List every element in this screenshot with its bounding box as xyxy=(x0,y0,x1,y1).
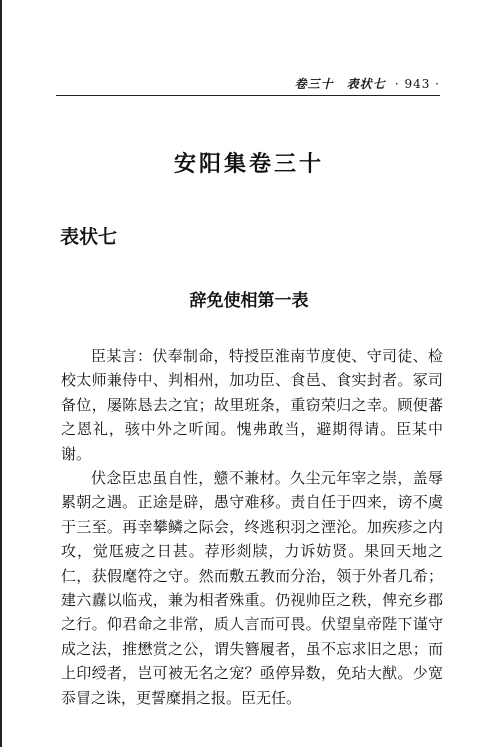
running-head xyxy=(295,75,440,92)
header-rule xyxy=(56,95,440,96)
running-head-title: 卷三十 表状七 xyxy=(294,77,386,91)
page-edge-line xyxy=(0,0,2,747)
section-title: 表状七 xyxy=(60,226,118,248)
paragraph-1: 臣某言：伏奉制命，特授臣淮南节度使、守司徒、检校太师兼侍中、判相州，加功臣、食邑、食实封者。冢司备位，屡陈恳去之宜；故里班条，重窃荣归之幸。顾便蕃之恩礼，骇中外之听闻。愧弗敢当，避期得请。臣某中谢。 xyxy=(61,347,443,463)
volume-title: 安阳集卷三十 xyxy=(173,152,324,177)
paragraph-2: 伏念臣忠虽自性，戆不兼材。久尘元年宰之崇，盖辱累朝之遇。正途是辟，愚守难移。责自任于四来，谤不虞于三至。再幸攀鳞之际会，终逃积羽之湮沦。加疾疹之内攻，觉尫疲之日甚。荐形剡牍，力诉妨贤。果回天地之仁，获假麾符之守。然而敷五教而分治，领于外者几希；建六纛以临戎，兼为相者殊重。仍视帅臣之秩，俾充乡郡之行。仰君命之非常，质人言而可畏。伏望皇帝陛下谨守成之法，推懋赏之公，谓失簪履者，虽不忘求旧之思；而上印绶者，岂可被无名之宠？亟停异数，免玷大猷。少宽忝冒之诛，更誓糜捐之报。臣无任。 xyxy=(61,469,443,707)
page-number: · 943 · xyxy=(394,77,440,91)
body-text xyxy=(61,344,443,710)
article-title: 辞免使相第一表 xyxy=(189,291,309,311)
